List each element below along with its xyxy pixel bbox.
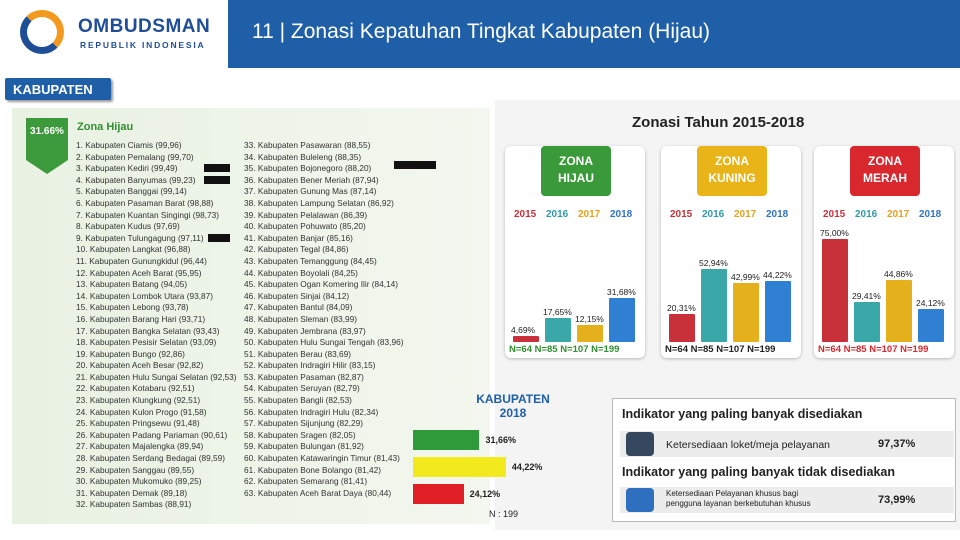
list-item: 48. Kabupaten Sleman (83,99): [244, 313, 358, 324]
logo-subtitle: REPUBLIK INDONESIA: [80, 40, 206, 50]
year-label: 2017: [887, 209, 910, 220]
zone-card: [505, 146, 645, 358]
list-item: 2. Kabupaten Pemalang (99,70): [76, 151, 194, 162]
year-label: 2018: [766, 209, 789, 220]
kabupaten-2018-title-line2: 2018: [499, 406, 527, 420]
list-item: 54. Kabupaten Seruyan (82,79): [244, 383, 360, 394]
list-item: 35. Kabupaten Bojonegoro (88,20): [244, 163, 372, 174]
list-item: 63. Kabupaten Aceh Barat Daya (80,44): [244, 487, 392, 498]
list-item: 32. Kabupaten Sambas (88,91): [76, 499, 192, 510]
zone-bar-label: 4,69%: [511, 324, 536, 335]
kabupaten-2018-bar: [413, 457, 506, 477]
green-percent-badge: 31.66%: [26, 118, 68, 160]
list-item: 55. Kabupaten Bangli (82,53): [244, 395, 352, 406]
zone-header-line2: HIJAU: [557, 171, 594, 185]
list-item: 16. Kabupaten Barang Hari (93,71): [76, 313, 206, 324]
list-item: 10. Kabupaten Langkat (96,88): [76, 244, 191, 255]
redaction-mark: [204, 176, 230, 184]
header: [0, 0, 960, 68]
zonasi-title: Zonasi Tahun 2015-2018: [632, 114, 805, 131]
list-item: 27. Kabupaten Majalengka (89,94): [76, 441, 204, 452]
zone-card: [661, 146, 801, 358]
zone-bar: [669, 314, 695, 342]
list-item: 29. Kabupaten Sanggau (89,55): [76, 464, 195, 475]
list-item: 59. Kabupaten Bulungan (81,92): [244, 441, 364, 452]
sample-size-labels: N=64 N=85 N=107 N=199: [509, 344, 620, 355]
list-item: 9. Kabupaten Tulungagung (97,11): [76, 232, 204, 243]
zone-bar-chart: [509, 224, 641, 342]
kabupaten-2018-bar-label: 31,66%: [485, 435, 517, 445]
page-title: 11 | Zonasi Kepatuhan Tingkat Kabupaten (Hijau): [252, 20, 711, 43]
section-tag: [5, 78, 111, 100]
kabupaten-2018-bar: [413, 430, 479, 450]
least-provided-text: [666, 489, 811, 509]
list-item: 53. Kabupaten Pasaman (82,87): [244, 371, 364, 382]
list-item: 5. Kabupaten Banggai (99,14): [76, 186, 187, 197]
zone-bar-label: 29,41%: [852, 290, 881, 301]
list-item: 62. Kabupaten Semarang (81,41): [244, 476, 368, 487]
zone-bar-label: 44,86%: [884, 269, 913, 280]
zone-bar: [822, 239, 848, 342]
zone-bar-label: 75,00%: [820, 227, 849, 238]
zone-bar-label: 52,94%: [699, 258, 728, 269]
least-provided-text-line1: Ketersediaan Pelayanan khusus bagi: [666, 489, 799, 498]
list-item: 26. Kabupaten Padang Pariaman (90,61): [76, 429, 228, 440]
logo-name: OMBUDSMAN: [78, 16, 211, 37]
zone-bar-label: 42,99%: [731, 271, 760, 282]
zone-bar: [886, 280, 912, 342]
list-item: 46. Kabupaten Sinjai (84,12): [244, 290, 350, 301]
list-item: 6. Kabupaten Pasaman Barat (98,88): [76, 197, 214, 208]
ombudsman-emblem-icon: [20, 10, 64, 54]
zone-bar-label: 44,22%: [763, 270, 792, 281]
year-label: 2017: [734, 209, 757, 220]
list-item: 25. Kabupaten Pringsewu (91,48): [76, 418, 200, 429]
list-item: 39. Kabupaten Pelalawan (86,39): [244, 209, 368, 220]
sample-size-labels: N=64 N=85 N=107 N=199: [818, 344, 929, 355]
list-item: 13. Kabupaten Batang (94,05): [76, 279, 188, 290]
list-item: 3. Kabupaten Kediri (99,49): [76, 163, 178, 174]
counter-desk-icon: [626, 432, 654, 456]
least-provided-text-line2: pengguna layanan berkebutuhan khusus: [666, 499, 811, 508]
list-item: 7. Kabupaten Kuantan Singingi (98,73): [76, 209, 219, 220]
list-item: 8. Kabupaten Kudus (97,69): [76, 221, 180, 232]
list-item: 28. Kabupaten Serdang Bedagai (89,59): [76, 453, 225, 464]
list-item: 56. Kabupaten Indragiri Hulu (82,34): [244, 406, 379, 417]
zone-card: [814, 146, 954, 358]
list-item: 23. Kabupaten Klungkung (92,51): [76, 395, 201, 406]
green-list-column-1: [76, 140, 237, 511]
list-item: 36. Kabupaten Bener Meriah (87,94): [244, 174, 379, 185]
list-item: 21. Kabupaten Hulu Sungai Selatan (92,53): [76, 371, 237, 382]
zone-bar: [854, 302, 880, 342]
list-item: 44. Kabupaten Boyolali (84,25): [244, 267, 358, 278]
zone-header-line1: ZONA: [868, 154, 902, 168]
sample-size-labels: N=64 N=85 N=107 N=199: [665, 344, 776, 355]
list-item: 30. Kabupaten Mukomuko (89,25): [76, 476, 202, 487]
zone-header-line2: KUNING: [708, 171, 756, 185]
kabupaten-2018-title-line1: KABUPATEN: [476, 392, 550, 406]
list-item: 33. Kabupaten Pasawaran (88,55): [244, 140, 371, 150]
zone-bar: [513, 336, 539, 342]
list-item: 47. Kabupaten Bantul (84,09): [244, 302, 353, 313]
list-item: 60. Kabupaten Katawaringin Timur (81,43): [244, 453, 400, 464]
year-label: 2015: [823, 209, 846, 220]
most-provided-value: 97,37%: [878, 438, 916, 450]
list-item: 1. Kabupaten Ciamis (99,96): [76, 140, 182, 150]
n-total: N : 199: [489, 509, 519, 519]
kabupaten-2018-bar: [413, 484, 464, 504]
redaction-mark: [394, 161, 436, 169]
kabupaten-2018-bar-label: 24,12%: [469, 489, 501, 499]
least-provided-heading: Indikator yang paling banyak tidak disediakan: [622, 465, 895, 479]
list-item: 22. Kabupaten Kotabaru (92,51): [76, 383, 195, 394]
most-provided-text: Ketersediaan loket/meja pelayanan: [666, 439, 831, 451]
list-item: 24. Kabupaten Kulon Progo (91,58): [76, 406, 207, 417]
list-item: 17. Kabupaten Bangka Selatan (93,43): [76, 325, 220, 336]
zone-header: [697, 146, 767, 196]
year-label: 2015: [670, 209, 693, 220]
zone-bar-label: 31,68%: [607, 287, 636, 298]
zone-bar: [545, 318, 571, 342]
list-item: 11. Kabupaten Gunungkidul (96,44): [76, 255, 207, 266]
year-label: 2018: [919, 209, 942, 220]
list-item: 43. Kabupaten Temanggung (84,45): [244, 255, 377, 266]
list-item: 34. Kabupaten Buleleng (88,35): [244, 151, 362, 162]
list-item: 51. Kabupaten Berau (83,69): [244, 348, 352, 359]
list-item: 57. Kabupaten Sijunjung (82,29): [244, 418, 364, 429]
zone-bar: [577, 325, 603, 342]
list-item: 41. Kabupaten Banjar (85,16): [244, 232, 353, 243]
list-item: 18. Kabupaten Pesisir Selatan (93,09): [76, 337, 217, 348]
ombudsman-logo: [20, 8, 220, 60]
list-item: 4. Kabupaten Banyumas (99,23): [76, 174, 196, 185]
redaction-mark: [208, 234, 230, 242]
list-item: 31. Kabupaten Demak (89,18): [76, 487, 188, 498]
list-item: 58. Kabupaten Sragen (82,05): [244, 429, 356, 440]
zone-header: [541, 146, 611, 196]
year-label: 2016: [702, 209, 725, 220]
list-item: 52. Kabupaten Indragiri Hilir (83,15): [244, 360, 376, 371]
list-item: 50. Kabupaten Hulu Sungai Tengah (83,96): [244, 337, 404, 348]
zone-bar-label: 17,65%: [543, 306, 572, 317]
list-item: 15. Kabupaten Lebong (93,78): [76, 302, 189, 313]
list-item: 42. Kabupaten Tegal (84,86): [244, 244, 349, 255]
zone-bar: [701, 269, 727, 342]
zone-header-line1: ZONA: [715, 154, 749, 168]
zone-bar-chart: [818, 224, 950, 342]
most-provided-heading: Indikator yang paling banyak disediakan: [622, 407, 863, 421]
wheelchair-icon: [626, 488, 654, 512]
year-label: 2017: [578, 209, 601, 220]
list-item: 14. Kabupaten Lombok Utara (93,87): [76, 290, 213, 301]
list-item: 38. Kabupaten Lampung Selatan (86,92): [244, 197, 394, 208]
zone-bar-chart: [665, 224, 797, 342]
least-provided-value: 73,99%: [878, 494, 916, 506]
year-label: 2016: [546, 209, 569, 220]
zone-header: [850, 146, 920, 196]
year-label: 2018: [610, 209, 633, 220]
zone-bar: [609, 298, 635, 342]
zone-bar: [733, 283, 759, 342]
list-item: 19. Kabupaten Bungo (92,86): [76, 348, 185, 359]
year-label: 2015: [514, 209, 537, 220]
zone-bar-label: 20,31%: [667, 303, 696, 314]
green-zone-label: Zona Hijau: [77, 121, 134, 133]
zone-bar: [918, 309, 944, 342]
year-label: 2016: [855, 209, 878, 220]
section-tag-label: KABUPATEN: [13, 82, 93, 97]
list-item: 12. Kabupaten Aceh Barat (95,95): [76, 267, 202, 278]
redaction-mark: [204, 164, 230, 172]
green-list-column-2: [244, 140, 403, 499]
zone-header-line1: ZONA: [559, 154, 593, 168]
list-item: 45. Kabupaten Ogan Komering Ilir (84,14): [244, 279, 399, 290]
zone-header-line2: MERAH: [863, 171, 907, 185]
kabupaten-2018-bar-label: 44,22%: [511, 462, 543, 472]
list-item: 40. Kabupaten Pohuwato (85,20): [244, 221, 366, 232]
zone-bar-label: 24,12%: [916, 297, 945, 308]
list-item: 61. Kabupaten Bone Bolango (81,42): [244, 464, 382, 475]
list-item: 49. Kabupaten Jembrana (83,97): [244, 325, 366, 336]
list-item: 37. Kabupaten Gunung Mas (87,14): [244, 186, 377, 197]
kabupaten-2018-title: [463, 392, 563, 420]
list-item: 20. Kabupaten Aceh Besar (92,82): [76, 360, 204, 371]
zone-bar-label: 12,15%: [575, 314, 604, 325]
zone-bar: [765, 281, 791, 342]
